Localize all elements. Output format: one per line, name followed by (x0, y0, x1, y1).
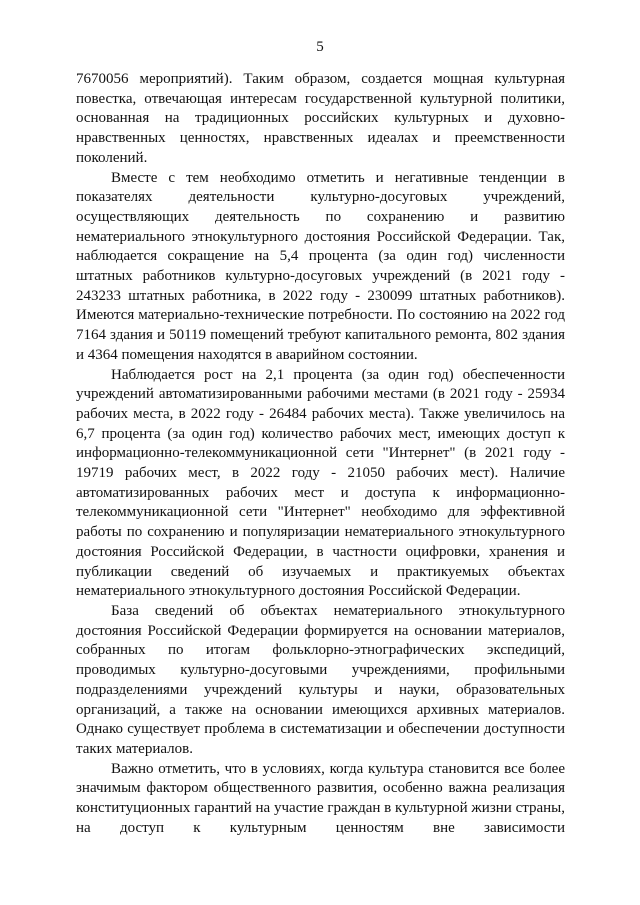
document-body (76, 70, 565, 838)
paragraph: Важно отметить, что в условиях, когда культура становится все более значимым фактором общественного развития, особенно важна реализация конституционных гарантий на участие граждан в культурной жизни страны, на доступ к культурным ценностям вне зависимости (76, 760, 565, 836)
paragraph: Вместе с тем необходимо отметить и негативные тенденции в показателях деятельности культурно-досуговых учреждений, осуществляющих деятельность по сохранению и развитию нематериального этнокультурного достояния Российской Федерации. Так, наблюдается сокращение на 5,4 процента (за один год) численности штатных работников культурно-досуговых учреждений (в 2021 году - 243233 штатных работника, в 2022 году - 230099 штатных работников). Имеются материально-технические потребности. По состоянию на 2022 год 7164 здания и 50119 помещений требуют капитального ремонта, 802 здания и 4364 помещения находятся в аварийном состоянии. (76, 169, 565, 363)
paragraph: 7670056 мероприятий). Таким образом, создается мощная культурная повестка, отвечающая интересам государственной культурной политики, основанная на традиционных российских культурных и духовно-нравственных ценностях, нравственных идеалах и преемственности поколений. (76, 71, 565, 166)
paragraph: База сведений об объектах нематериального этнокультурного достояния Российской Федерации формируется на основании материалов, собранных по итогам фольклорно-этнографических экспедиций, проводимых культурно-досуговыми учреждениями, профильными подразделениями учреждений культуры и науки, образовательных организаций, а также на основании имеющихся архивных материалов. Однако существует проблема в систематизации и обеспечении доступности таких материалов. (76, 602, 565, 757)
paragraph: Наблюдается рост на 2,1 процента (за один год) обеспеченности учреждений автоматизированными рабочими местами (в 2021 году - 25934 рабочих места, в 2022 году - 26484 рабочих места). Также увеличилось на 6,7 процента (за один год) количество рабочих мест, имеющих доступ к информационно-телекоммуникационной сети "Интернет" (в 2021 году - 19719 рабочих мест, в 2022 году - 21050 рабочих мест). Наличие автоматизированных рабочих мест и доступа к информационно-телекоммуникационной сети "Интернет" необходимо для эффективной работы по сохранению и популяризации нематериального этнокультурного достояния Российской Федерации, в частности оцифровки, хранения и публикации сведений об изучаемых и практикуемых объектах нематериального этнокультурного достояния Российской Федерации. (76, 366, 565, 600)
page-number: 5 (316, 39, 324, 55)
